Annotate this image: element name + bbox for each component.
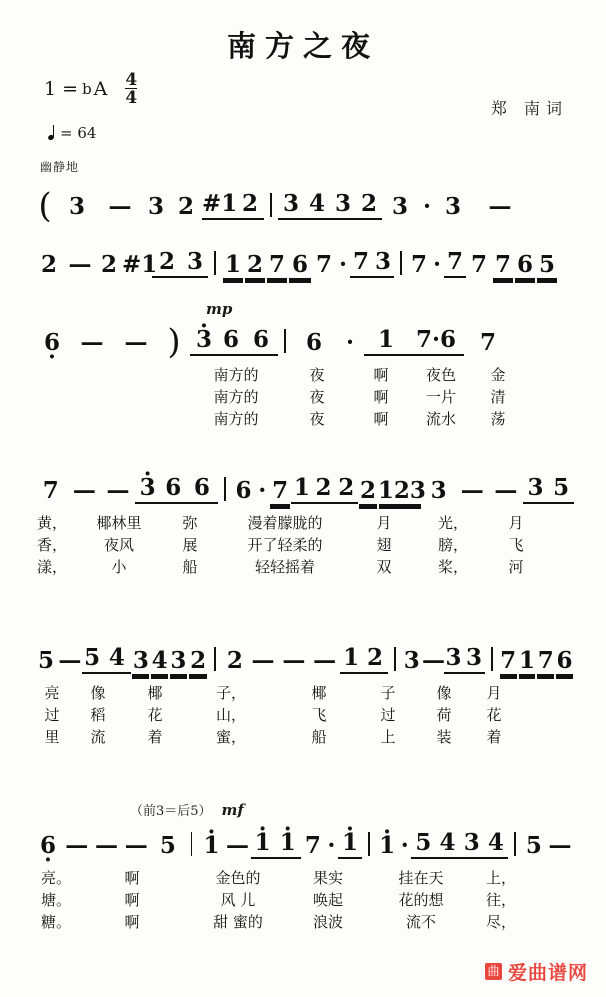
barline (214, 647, 216, 671)
note: 6 (218, 326, 244, 356)
lyric-syllable: 月 (508, 514, 524, 532)
lyric-syllable: 椰 (147, 684, 163, 702)
quarter-note-icon (48, 126, 57, 140)
tempo-marking (48, 124, 96, 142)
note: 7 (492, 251, 514, 278)
note: 6 (305, 329, 322, 356)
note: 1 (291, 474, 313, 504)
note-sharp: #1 (122, 251, 158, 278)
lyric-syllable: 夜 (309, 388, 325, 406)
dot: · (422, 193, 431, 220)
note: 3 (132, 647, 149, 674)
note: 1 (518, 647, 535, 674)
note: 2 (188, 647, 209, 674)
time-signature (125, 70, 138, 109)
note-low: 6 · (34, 329, 70, 356)
lyric-syllable: 花的想 (398, 891, 444, 909)
note: 2 (244, 251, 266, 278)
barline (491, 647, 493, 671)
lyric-syllable: 月 (376, 514, 392, 532)
note: 3 (330, 190, 356, 220)
dash: — (72, 477, 96, 504)
system-2 (34, 244, 574, 278)
lyric-syllable: 漫着朦胧的 (247, 514, 323, 532)
lyric-syllable: 金 (490, 366, 506, 384)
open-paren: ( (38, 185, 52, 226)
system-5 (34, 640, 574, 748)
lyric-syllable: 往， (485, 891, 516, 909)
lyric-syllable: 夜 (309, 410, 325, 428)
lyric-syllable: 光， (437, 514, 468, 532)
note: 1 (364, 326, 408, 356)
note: 5 (548, 474, 574, 504)
lyric-syllable: 漾， (36, 558, 67, 576)
time-signature-denominator: 4 (125, 88, 138, 109)
lyric-syllable: 飞 (508, 536, 524, 554)
dash: — (488, 193, 512, 220)
lyric-line-3 (34, 911, 574, 933)
note: 3 (403, 647, 420, 674)
logo-mark-icon: 曲 (485, 963, 502, 980)
lyric-line-3 (34, 408, 574, 430)
note: 2 (356, 190, 382, 220)
note-high: 1 · (376, 832, 398, 859)
note: 3 · (135, 474, 161, 504)
system-4 (34, 470, 574, 578)
note: 5 (37, 647, 54, 674)
dash: — (460, 477, 484, 504)
lyric-syllable: 着 (486, 728, 502, 746)
dash: — (58, 647, 82, 674)
lyric-syllable: 果实 (312, 869, 343, 887)
note-triplet: 123 (377, 477, 426, 504)
lyric-syllable: 啊 (124, 869, 140, 887)
dash: — (95, 832, 119, 859)
lyric-syllable: 流水 (425, 410, 456, 428)
dash: — (124, 329, 148, 356)
repeat-hint: （前3＝后5） (130, 804, 212, 819)
lyric-syllable: 翅 (376, 536, 392, 554)
lyric-syllable: 蜜， (215, 728, 246, 746)
barline (368, 832, 370, 856)
dot: · (345, 329, 354, 356)
lyric-syllable: 荡 (490, 410, 506, 428)
note: 4 (304, 190, 330, 220)
dash: — (108, 193, 132, 220)
notation-row (34, 185, 574, 226)
key-letter: A (93, 78, 108, 101)
note-high: 1 · (198, 832, 224, 859)
lyric-syllable: 挂在天 (398, 869, 444, 887)
lyric-syllable: 浪波 (312, 913, 343, 931)
note: 6 (186, 474, 218, 504)
lyric-syllable: 南方的 (213, 388, 259, 406)
key-prefix: 1 = (44, 78, 79, 101)
lyric-line-2 (34, 386, 574, 408)
lyric-syllable: 子 (380, 684, 396, 702)
lyric-syllable: 啊 (373, 366, 389, 384)
note: 5 (411, 829, 435, 859)
notation-row (34, 244, 574, 278)
note: 2 (177, 193, 194, 220)
lyric-syllable: 风 儿 (220, 891, 256, 909)
lyric-line-1 (34, 512, 574, 534)
note: 3 (523, 474, 549, 504)
lyric-syllable: 膀， (437, 536, 468, 554)
dash: — (80, 329, 104, 356)
dynamic-mf: mf (221, 800, 244, 819)
lyric-syllable: 流不 (405, 913, 436, 931)
lyric-line-1 (34, 867, 574, 889)
lyric-syllable: 桨， (437, 558, 468, 576)
key-signature (44, 70, 138, 109)
lyric-syllable: 轻轻摇着 (254, 558, 315, 576)
note: 6 (288, 251, 312, 278)
note: 3 (444, 193, 461, 220)
note: 6 (160, 474, 186, 504)
note: 7 (537, 647, 554, 674)
lyric-syllable: 上， (485, 869, 516, 887)
dot: · (327, 832, 336, 859)
note: 7 (42, 477, 59, 504)
lyric-syllable: 塘。 (40, 891, 71, 909)
lyric-line-2 (34, 704, 574, 726)
note: 7 (269, 477, 291, 504)
note: 3 · (190, 326, 218, 356)
dynamic-mp: mp (206, 300, 233, 318)
note: 7 (315, 251, 332, 278)
note: 3 (460, 829, 484, 859)
lyric-line-1 (34, 682, 574, 704)
lyric-syllable: 上 (380, 728, 396, 746)
logo-text: 爱曲谱网 (507, 962, 588, 984)
notation-row (34, 825, 574, 859)
note-high: 1 · (338, 829, 362, 859)
lyric-line-1 (34, 364, 574, 386)
note: 3 (463, 644, 485, 674)
dash: — (548, 832, 572, 859)
lyric-syllable: 小 (111, 558, 127, 576)
barline (400, 251, 402, 275)
note: 7 (470, 251, 487, 278)
notation-row (34, 470, 574, 504)
note: 7 (479, 329, 496, 356)
note: 4 (151, 647, 168, 674)
dash: — (282, 647, 306, 674)
lyric-syllable: 清 (490, 388, 506, 406)
dash: — (68, 251, 92, 278)
barline (224, 477, 226, 501)
note: 2 (152, 248, 182, 278)
dot: · (400, 832, 409, 859)
lyric-syllable: 南方的 (213, 366, 259, 384)
dash: — (124, 832, 148, 859)
lyric-syllable: 啊 (373, 410, 389, 428)
note: 3 (147, 193, 164, 220)
lyric-syllable: 亮 (44, 684, 60, 702)
note: 3 (278, 190, 304, 220)
lyric-syllable: 夜色 (425, 366, 456, 384)
dash: — (226, 832, 250, 859)
barline (394, 647, 396, 671)
note: 2 (334, 474, 358, 504)
lyric-syllable: 夜风 (103, 536, 134, 554)
page-title: 南方之夜 (226, 29, 379, 63)
note: 2 (236, 190, 264, 220)
composer-credit: 郑 南词 (490, 99, 568, 118)
lyric-syllable: 装 (436, 728, 452, 746)
note-high: 1 · (251, 829, 275, 859)
note: 2 (359, 477, 376, 504)
dot: · (338, 251, 347, 278)
dash: — (106, 477, 130, 504)
note: 4 (484, 829, 508, 859)
note: 7 (500, 647, 517, 674)
note: 2 (40, 251, 57, 278)
lyric-line-2 (34, 534, 574, 556)
note: 7 (444, 248, 466, 278)
barline (214, 251, 216, 275)
note: 6 (235, 477, 252, 504)
dot: · (258, 477, 267, 504)
note: 5 (525, 832, 542, 859)
barline (191, 832, 193, 856)
note: 3 (391, 193, 408, 220)
note: 3 (170, 647, 187, 674)
barline (514, 832, 516, 856)
note: 6 (514, 251, 536, 278)
lyric-syllable: 像 (436, 684, 452, 702)
time-signature-numerator: 4 (125, 70, 138, 90)
lyric-syllable: 啊 (124, 913, 140, 931)
note: 5 (82, 644, 103, 674)
flat-icon: b (82, 80, 92, 99)
note: 5 (159, 832, 176, 859)
lyric-syllable: 船 (182, 558, 198, 576)
close-paren: ) (167, 321, 181, 362)
lyric-line-2 (34, 889, 574, 911)
note: 7 (266, 251, 288, 278)
lyric-syllable: 荷 (436, 706, 452, 724)
lyric-line-3 (34, 556, 574, 578)
dash: — (494, 477, 518, 504)
note: 3 (182, 248, 208, 278)
lyric-syllable: 开了轻柔的 (247, 536, 323, 554)
lyric-syllable: 啊 (373, 388, 389, 406)
note-sharp: #1 (202, 190, 236, 220)
note-group: 7·6 (408, 326, 464, 356)
lyric-syllable: 子， (215, 684, 246, 702)
lyric-syllable: 里 (44, 728, 60, 746)
note: 2 (100, 251, 117, 278)
notation-row (34, 321, 574, 362)
note: 3 (444, 644, 463, 674)
lyric-syllable: 稻 (90, 706, 106, 724)
lyric-syllable: 唤起 (312, 891, 343, 909)
lyric-syllable: 月 (486, 684, 502, 702)
lyric-syllable: 飞 (311, 706, 327, 724)
lyric-syllable: 啊 (124, 891, 140, 909)
lyric-syllable: 香， (36, 536, 67, 554)
system-3 (34, 300, 574, 430)
note: 2 (226, 647, 243, 674)
note: 2 (362, 644, 388, 674)
system-6 (34, 800, 574, 933)
barline (284, 329, 286, 353)
lyric-syllable: 椰 (311, 684, 327, 702)
note: 3 (430, 477, 447, 504)
lyric-syllable: 过 (380, 706, 396, 724)
lyric-syllable: 像 (90, 684, 106, 702)
lyric-syllable: 弥 (182, 514, 198, 532)
lyric-syllable: 山， (215, 706, 246, 724)
dash: — (65, 832, 89, 859)
lyric-syllable: 花 (147, 706, 163, 724)
note: 1 (222, 251, 244, 278)
lyric-syllable: 着 (147, 728, 163, 746)
lyric-syllable: 流 (90, 728, 106, 746)
note: 2 (313, 474, 335, 504)
lyric-syllable: 花 (486, 706, 502, 724)
note: 5 (536, 251, 558, 278)
lyric-syllable: 尽， (485, 913, 516, 931)
lyric-syllable: 南方的 (213, 410, 259, 428)
lyric-syllable: 亮。 (40, 869, 71, 887)
note-low: 6 · (34, 832, 62, 859)
site-watermark[interactable] (485, 958, 588, 985)
lyric-syllable: 过 (44, 706, 60, 724)
note: 7 (304, 832, 321, 859)
note: 3 (68, 193, 85, 220)
lyric-line-3 (34, 726, 574, 748)
dot: · (432, 251, 441, 278)
notation-row (34, 640, 574, 674)
lyric-syllable: 夜 (309, 366, 325, 384)
note: 7 (410, 251, 427, 278)
note: 1 (340, 644, 362, 674)
lyric-syllable: 河 (508, 558, 524, 576)
note: 6 (556, 647, 573, 674)
lyric-syllable: 一片 (425, 388, 456, 406)
lyric-syllable: 椰林里 (96, 514, 142, 532)
barline (270, 193, 272, 217)
lyric-syllable: 黄， (36, 514, 67, 532)
dash: — (422, 647, 446, 674)
note: 3 (372, 248, 394, 278)
note: 6 (244, 326, 278, 356)
dash: — (251, 647, 275, 674)
tempo-value: = 64 (60, 124, 97, 142)
lyric-syllable: 糖。 (40, 913, 71, 931)
expression-marking: 幽静地 (40, 160, 80, 174)
note: 7 (350, 248, 372, 278)
note-high: 1 · (275, 829, 301, 859)
lyric-syllable: 金色的 (215, 869, 261, 887)
note: 4 (102, 644, 131, 674)
lyric-syllable: 展 (182, 536, 198, 554)
system-1 (34, 185, 574, 226)
lyric-syllable: 双 (376, 558, 392, 576)
lyric-syllable: 船 (311, 728, 327, 746)
lyric-syllable: 甜 蜜的 (213, 913, 263, 931)
dash: — (313, 647, 337, 674)
note: 4 (435, 829, 459, 859)
